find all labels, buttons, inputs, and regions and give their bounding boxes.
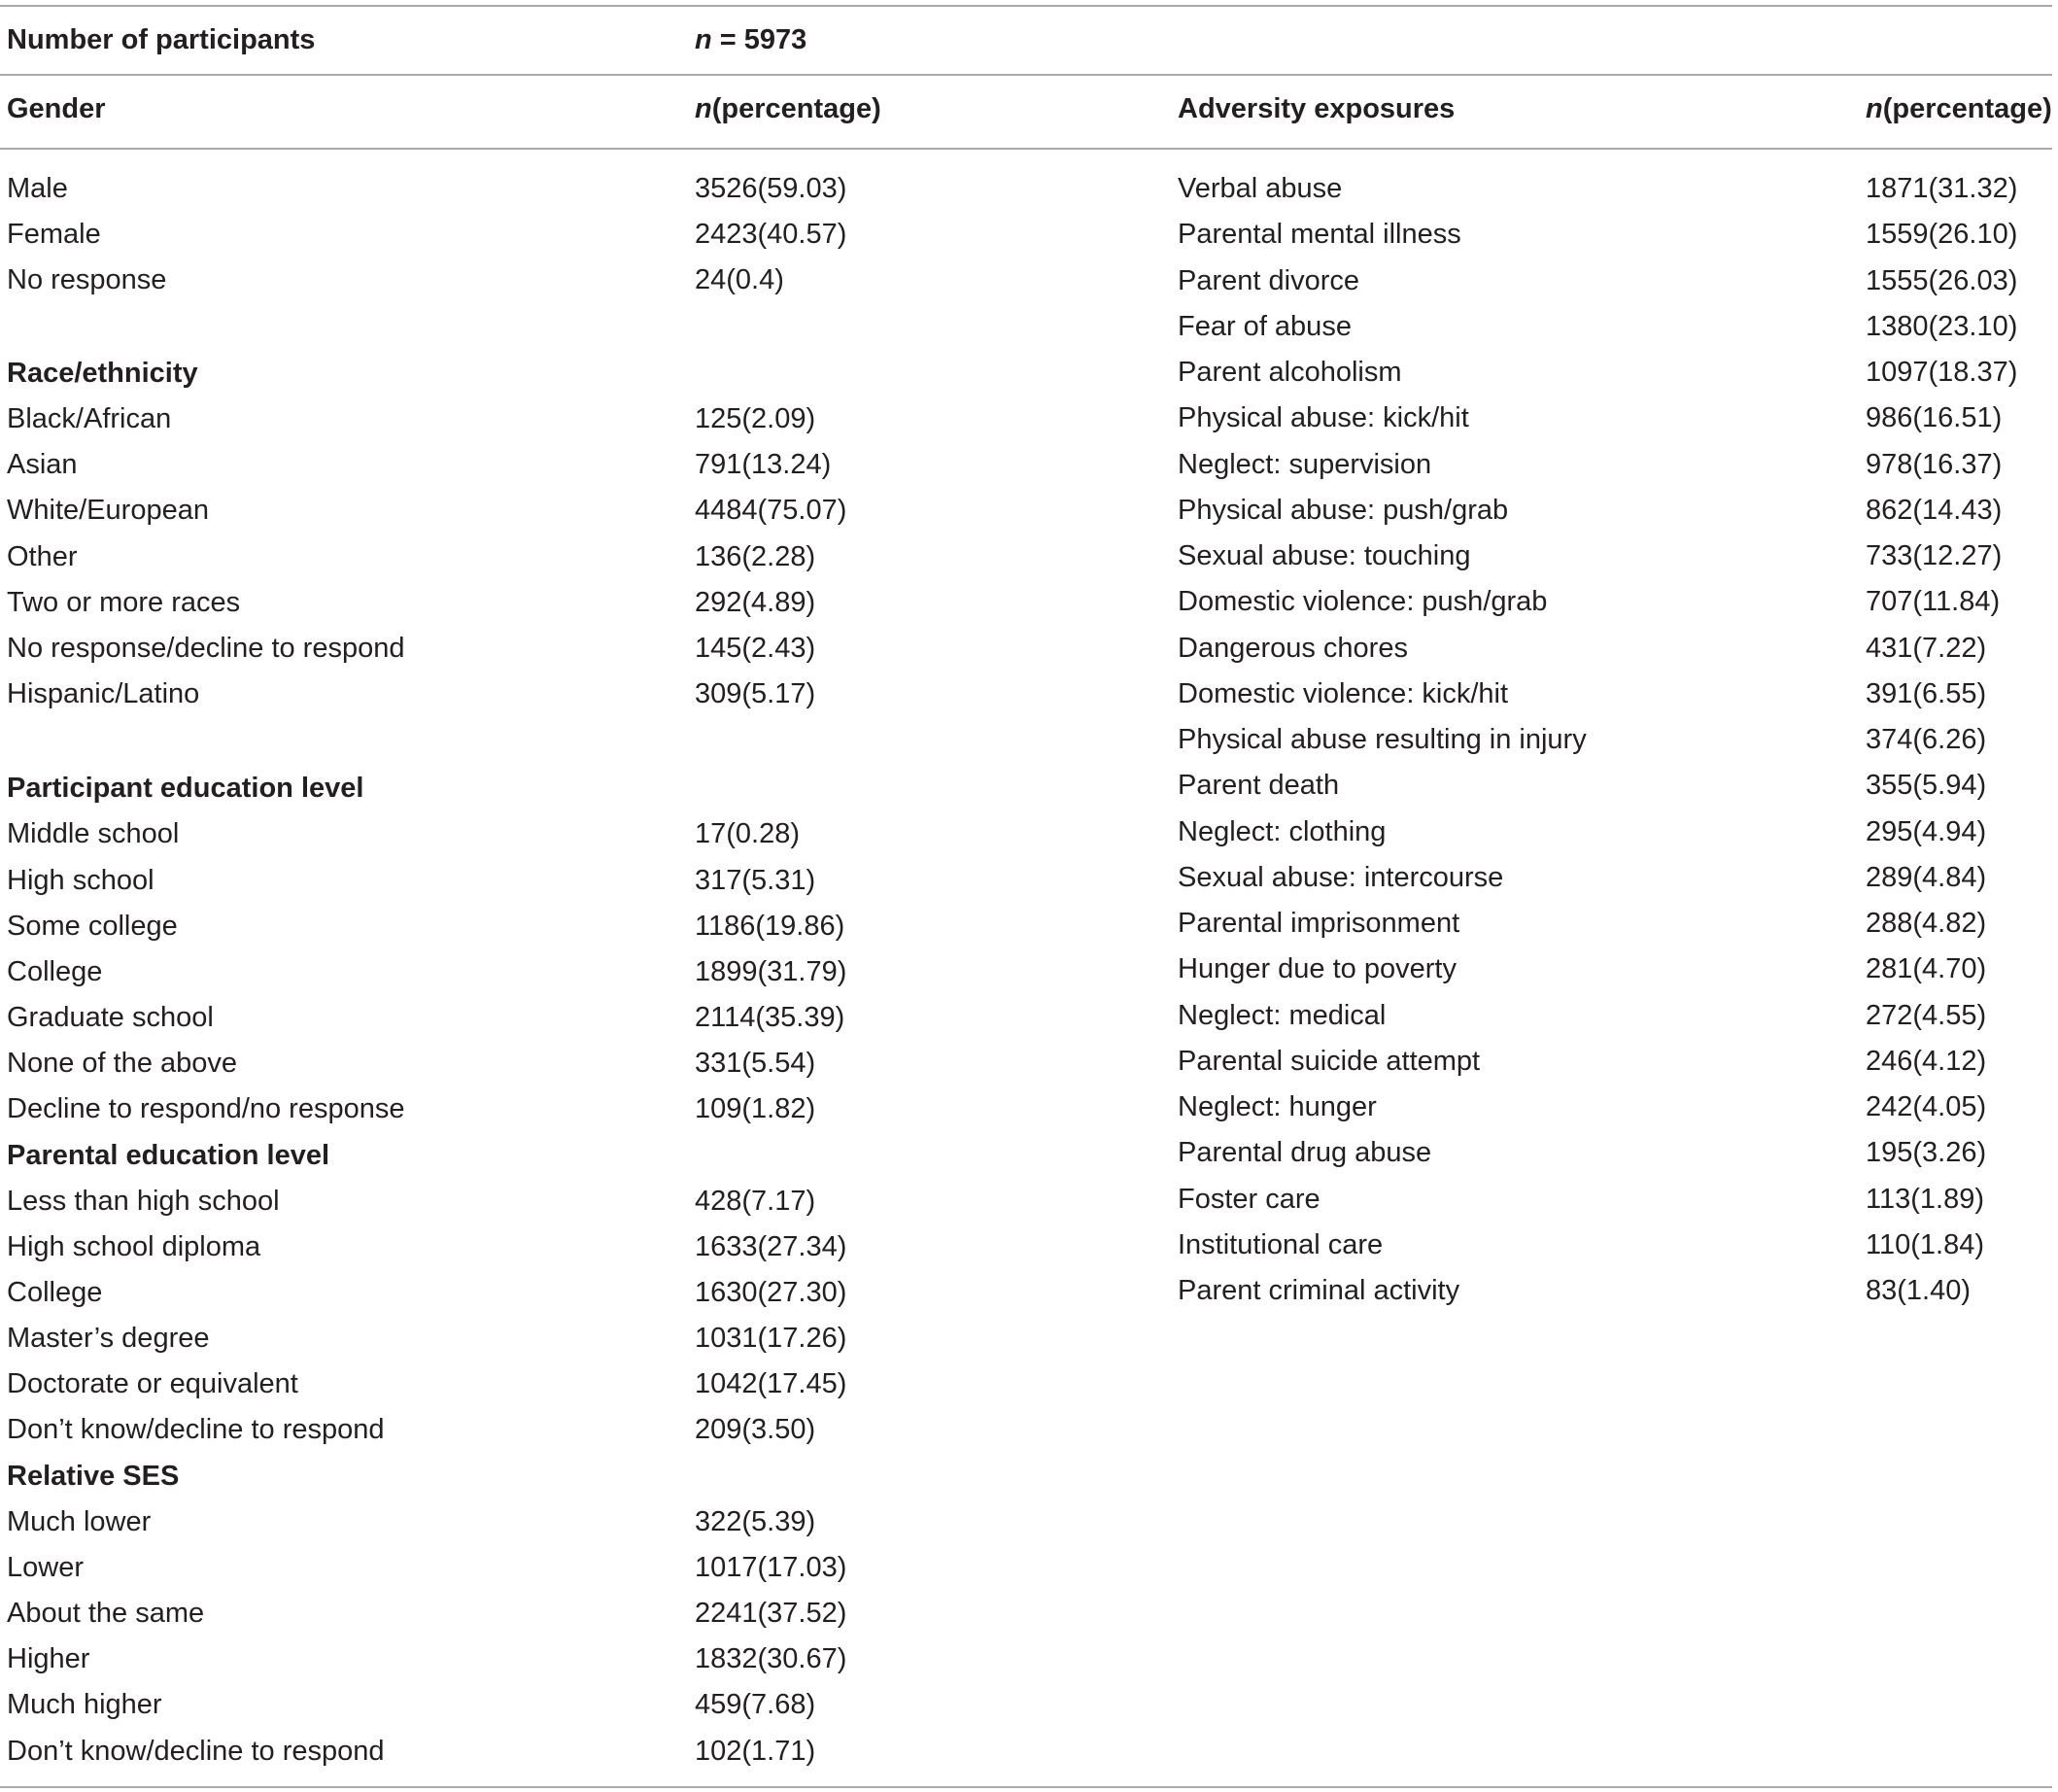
left-row-label: Two or more races xyxy=(7,587,241,618)
right-row-value: 281(4.70) xyxy=(1866,953,1987,984)
right-row-label: Parental mental illness xyxy=(1178,219,1461,250)
right-row-label: Neglect: supervision xyxy=(1178,449,1432,480)
right-row-label: Parent death xyxy=(1178,770,1340,801)
left-row-value: 3526(59.03) xyxy=(695,173,847,204)
n-value: = 5973 xyxy=(711,24,807,55)
right-row-label: Foster care xyxy=(1178,1184,1321,1215)
left-row-value: 1186(19.86) xyxy=(695,911,845,942)
right-row-label: Institutional care xyxy=(1178,1229,1384,1260)
left-row-label: No response/decline to respond xyxy=(7,633,405,664)
right-row-value: 113(1.89) xyxy=(1866,1184,1984,1215)
n-symbol: n xyxy=(1866,93,1883,124)
left-row-value: 317(5.31) xyxy=(695,865,816,896)
right-row-value: 986(16.51) xyxy=(1866,402,2003,433)
left-row-value: 2423(40.57) xyxy=(695,219,847,250)
left-row-label: Doctorate or equivalent xyxy=(7,1368,298,1399)
right-row-label: Sexual abuse: intercourse xyxy=(1178,862,1504,893)
n-symbol: n xyxy=(695,93,712,124)
left-row-label: Master’s degree xyxy=(7,1323,210,1354)
right-row-value: 195(3.26) xyxy=(1866,1137,1987,1168)
left-row-label: Graduate school xyxy=(7,1002,214,1033)
left-row-value: 459(7.68) xyxy=(695,1689,816,1720)
left-row-label: Hispanic/Latino xyxy=(7,678,200,709)
right-row-value: 978(16.37) xyxy=(1866,449,2003,480)
left-row-label: Less than high school xyxy=(7,1186,280,1217)
right-row-value: 246(4.12) xyxy=(1866,1046,1987,1077)
column-header-rest: (percentage) xyxy=(1882,93,2052,124)
left-row-label: About the same xyxy=(7,1598,205,1629)
left-row-label: Other xyxy=(7,541,78,572)
left-row-label: College xyxy=(7,956,103,987)
right-row-value: 288(4.82) xyxy=(1866,908,1987,939)
left-row-value: 1832(30.67) xyxy=(695,1643,847,1674)
right-row-label: Neglect: hunger xyxy=(1178,1091,1377,1122)
column-header-n-right xyxy=(1866,92,2052,125)
right-row-value: 289(4.84) xyxy=(1866,862,1987,893)
left-row-value: 322(5.39) xyxy=(695,1506,816,1537)
column-header-rest: (percentage) xyxy=(711,93,881,124)
right-row-value: 1559(26.10) xyxy=(1866,219,2018,250)
left-row-label: Higher xyxy=(7,1643,90,1674)
left-row-label: Much higher xyxy=(7,1689,162,1720)
gender-heading: Gender xyxy=(7,93,106,124)
left-row-label: Male xyxy=(7,173,68,204)
left-row-label: Don’t know/decline to respond xyxy=(7,1736,385,1767)
right-row-label: Physical abuse resulting in injury xyxy=(1178,724,1587,755)
table-bottom-rule xyxy=(0,1786,2052,1788)
left-row-label: Asian xyxy=(7,449,78,480)
right-row-label: Physical abuse: kick/hit xyxy=(1178,402,1469,433)
left-row-value: 24(0.4) xyxy=(695,264,784,295)
left-row-value: 791(13.24) xyxy=(695,449,832,480)
right-row-label: Sexual abuse: touching xyxy=(1178,540,1471,571)
right-row-value: 862(14.43) xyxy=(1866,495,2003,526)
right-row-value: 1380(23.10) xyxy=(1866,311,2018,342)
left-row-value: 136(2.28) xyxy=(695,541,816,572)
adversity-heading: Adversity exposures xyxy=(1178,93,1456,124)
right-row-label: Fear of abuse xyxy=(1178,311,1352,342)
right-row-label: Parental imprisonment xyxy=(1178,908,1460,939)
left-row-value: 1633(27.34) xyxy=(695,1231,847,1262)
left-row-label: Much lower xyxy=(7,1506,152,1537)
right-row-value: 431(7.22) xyxy=(1866,633,1987,664)
left-row-value: 331(5.54) xyxy=(695,1048,816,1079)
right-row-value: 110(1.84) xyxy=(1866,1229,1984,1260)
right-row-label: Hunger due to poverty xyxy=(1178,953,1457,984)
column-header-n-left xyxy=(695,92,881,125)
left-row-value: 145(2.43) xyxy=(695,633,816,664)
right-row-label: Dangerous chores xyxy=(1178,633,1408,664)
left-row-label: Don’t know/decline to respond xyxy=(7,1414,385,1445)
right-row-value: 272(4.55) xyxy=(1866,1000,1987,1031)
participants-label: Number of participants xyxy=(7,24,316,55)
right-row-value: 374(6.26) xyxy=(1866,724,1987,755)
right-row-value: 733(12.27) xyxy=(1866,540,2003,571)
left-row-value: 209(3.50) xyxy=(695,1414,816,1445)
left-section-heading: Relative SES xyxy=(7,1461,180,1492)
table-top-rule xyxy=(0,5,2052,7)
left-row-label: Middle school xyxy=(7,818,180,849)
right-row-label: Verbal abuse xyxy=(1178,173,1343,204)
left-row-label: Lower xyxy=(7,1552,84,1583)
right-row-value: 1871(31.32) xyxy=(1866,173,2018,204)
left-row-value: 17(0.28) xyxy=(695,818,801,849)
left-row-label: High school xyxy=(7,865,154,896)
left-row-label: Some college xyxy=(7,911,178,942)
left-row-label: White/European xyxy=(7,495,209,526)
left-row-value: 309(5.17) xyxy=(695,678,816,709)
left-row-value: 4484(75.07) xyxy=(695,495,847,526)
right-row-value: 83(1.40) xyxy=(1866,1275,1972,1306)
left-row-value: 2114(35.39) xyxy=(695,1002,845,1033)
left-row-value: 102(1.71) xyxy=(695,1736,816,1767)
left-row-label: College xyxy=(7,1277,103,1308)
right-row-value: 707(11.84) xyxy=(1866,586,2001,617)
right-row-label: Parental suicide attempt xyxy=(1178,1046,1481,1077)
header-rule xyxy=(0,74,2052,76)
left-row-value: 1899(31.79) xyxy=(695,956,847,987)
left-row-value: 292(4.89) xyxy=(695,587,816,618)
right-row-label: Domestic violence: push/grab xyxy=(1178,586,1548,617)
right-row-label: Parental drug abuse xyxy=(1178,1137,1432,1168)
left-row-value: 428(7.17) xyxy=(695,1186,816,1217)
participants-count xyxy=(695,23,806,56)
right-row-value: 295(4.94) xyxy=(1866,816,1987,847)
left-row-label: Decline to respond/no response xyxy=(7,1093,405,1124)
right-row-value: 355(5.94) xyxy=(1866,770,1987,801)
right-row-label: Parent alcoholism xyxy=(1178,357,1402,388)
right-row-label: Parent divorce xyxy=(1178,265,1359,296)
left-row-label: No response xyxy=(7,264,167,295)
left-row-value: 1017(17.03) xyxy=(695,1552,847,1583)
right-row-value: 1555(26.03) xyxy=(1866,265,2018,296)
left-section-heading: Race/ethnicity xyxy=(7,358,198,389)
right-row-value: 1097(18.37) xyxy=(1866,357,2018,388)
left-row-value: 1042(17.45) xyxy=(695,1368,847,1399)
left-row-value: 1630(27.30) xyxy=(695,1277,847,1308)
right-row-label: Neglect: medical xyxy=(1178,1000,1387,1031)
left-section-heading: Participant education level xyxy=(7,773,364,804)
n-symbol: n xyxy=(695,24,712,55)
left-row-value: 125(2.09) xyxy=(695,403,816,434)
left-row-label: Black/African xyxy=(7,403,172,434)
left-row-label: High school diploma xyxy=(7,1231,261,1262)
right-row-label: Domestic violence: kick/hit xyxy=(1178,678,1509,709)
right-row-value: 391(6.55) xyxy=(1866,678,1987,709)
right-row-label: Parent criminal activity xyxy=(1178,1275,1460,1306)
left-row-value: 2241(37.52) xyxy=(695,1598,847,1629)
left-section-heading: Parental education level xyxy=(7,1140,330,1171)
right-row-label: Physical abuse: push/grab xyxy=(1178,495,1509,526)
left-row-value: 109(1.82) xyxy=(695,1093,816,1124)
left-row-value: 1031(17.26) xyxy=(695,1323,847,1354)
right-row-label: Neglect: clothing xyxy=(1178,816,1387,847)
left-row-label: Female xyxy=(7,219,101,250)
left-row-label: None of the above xyxy=(7,1048,238,1079)
column-header-rule xyxy=(0,148,2052,150)
right-row-value: 242(4.05) xyxy=(1866,1091,1987,1122)
